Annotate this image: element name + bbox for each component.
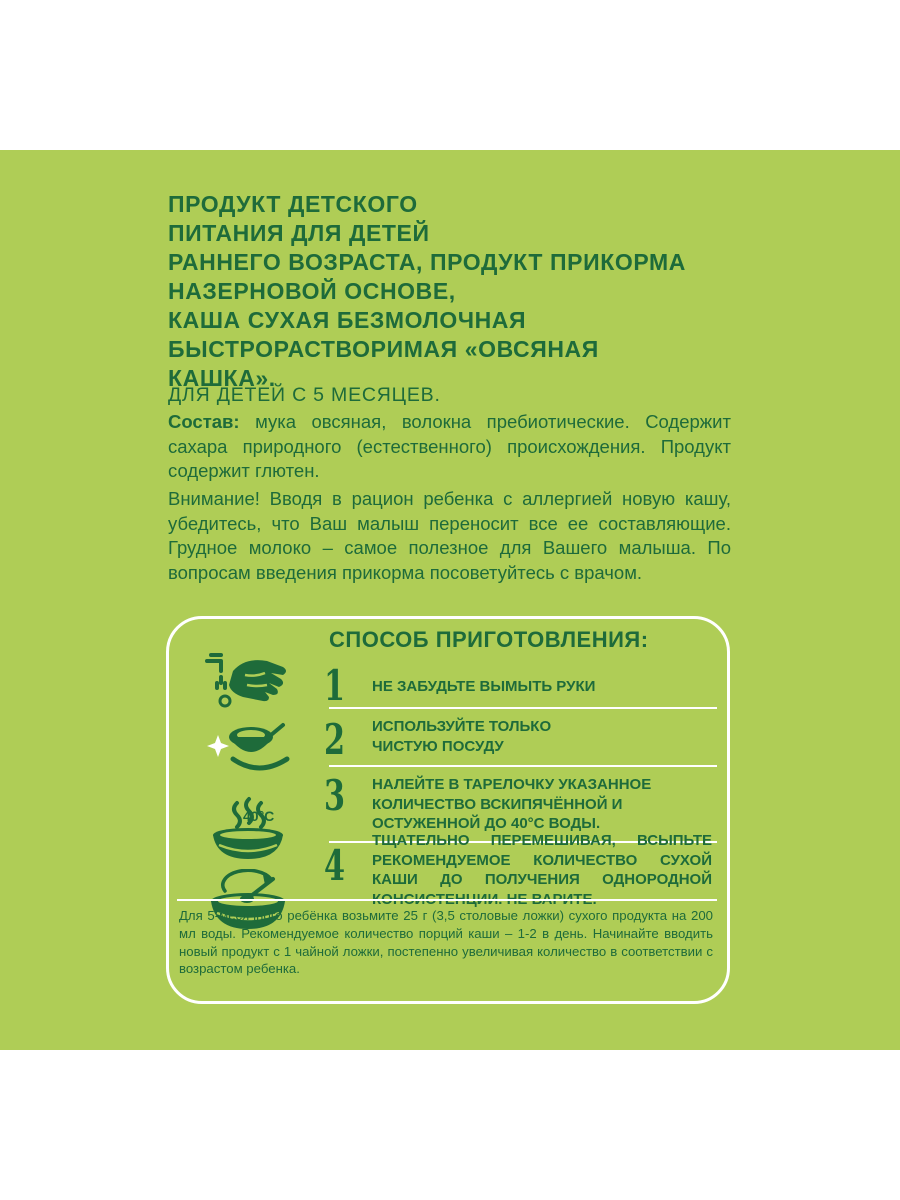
- title-line: ПРОДУКТ ДЕТСКОГО: [168, 191, 418, 217]
- title-line: КАША СУХАЯ БЕЗМОЛОЧНАЯ: [168, 307, 527, 333]
- age-recommendation: ДЛЯ ДЕТЕЙ С 5 МЕСЯЦЕВ.: [168, 384, 441, 406]
- step-text: ИСПОЛЬЗУЙТЕ ТОЛЬКО ЧИСТУЮ ПОСУДУ: [372, 718, 552, 755]
- steaming-bowl-icon: [203, 793, 293, 863]
- title-line: РАННЕГО ВОЗРАСТА, ПРОДУКТ ПРИКОРМА: [168, 249, 686, 275]
- title-line: КАШКА».: [168, 365, 276, 391]
- product-title: [168, 190, 768, 393]
- preparation-icons: [203, 651, 293, 901]
- step-divider: [329, 765, 717, 767]
- preparation-box: [166, 616, 730, 1004]
- step-divider: [329, 707, 717, 709]
- composition-label: Состав:: [168, 411, 240, 432]
- serving-note: Для 5-месячного ребёнка возьмите 25 г (3,5 столовые ложки) сухого продукта на 200 мл воды. Рекомендуемое количество порций каши – 1-2 в день. Начинайте вводить новый продукт с 1 чайной ложки, постепенно увеличивая количество в соответствии с возрастом ребенка.: [179, 908, 713, 977]
- hand-washing-icon: [203, 651, 293, 713]
- step-number: 3: [324, 771, 346, 820]
- warning-paragraph: Внимание! Вводя в рацион ребенка с аллергией новую кашу, убедитесь, что Ваш малыш переносит все ее составляющие. Грудное молоко – самое полезное для Вашего малыша. По вопросам введения прикорма посоветуйтесь с врачом.: [168, 488, 731, 583]
- composition-paragraph: [168, 410, 731, 484]
- temperature-label: 40°С: [243, 808, 275, 824]
- title-line: ПИТАНИЯ ДЛЯ ДЕТЕЙ: [168, 220, 430, 246]
- clean-dishes-icon: [203, 715, 293, 785]
- step-number: 1: [324, 661, 346, 710]
- note-divider: [177, 899, 717, 901]
- title-line: БЫСТРОРАСТВОРИМАЯ «ОВСЯНАЯ: [168, 336, 599, 362]
- step-text: ТЩАТЕЛЬНО ПЕРЕМЕШИВАЯ, ВСЫПЬТЕ РЕКОМЕНДУЕМОЕ КОЛИЧЕСТВО СУХОЙ КАШИ ДО ПОЛУЧЕНИЯ ОДНОРОДНОЙ КОНСИСТЕНЦИИ. НЕ ВАРИТЕ.: [372, 832, 712, 908]
- package-panel: [0, 150, 900, 1050]
- title-line: НАЗЕРНОВОЙ ОСНОВЕ,: [168, 278, 456, 304]
- composition-text: мука овсяная, волокна пребиотические. Содержит сахара природного (естественного) происхождения. Продукт содержит глютен.: [168, 411, 731, 482]
- step-number: 2: [324, 715, 346, 764]
- step-text: НАЛЕЙТЕ В ТАРЕЛОЧКУ УКАЗАННОЕ КОЛИЧЕСТВО ВСКИПЯЧЁННОЙ И ОСТУЖЕННОЙ ДО 40°С ВОДЫ.: [372, 776, 652, 832]
- preparation-title: СПОСОБ ПРИГОТОВЛЕНИЯ:: [329, 627, 649, 652]
- step-number: 4: [324, 841, 346, 890]
- step-text: НЕ ЗАБУДЬТЕ ВЫМЫТЬ РУКИ: [372, 678, 596, 695]
